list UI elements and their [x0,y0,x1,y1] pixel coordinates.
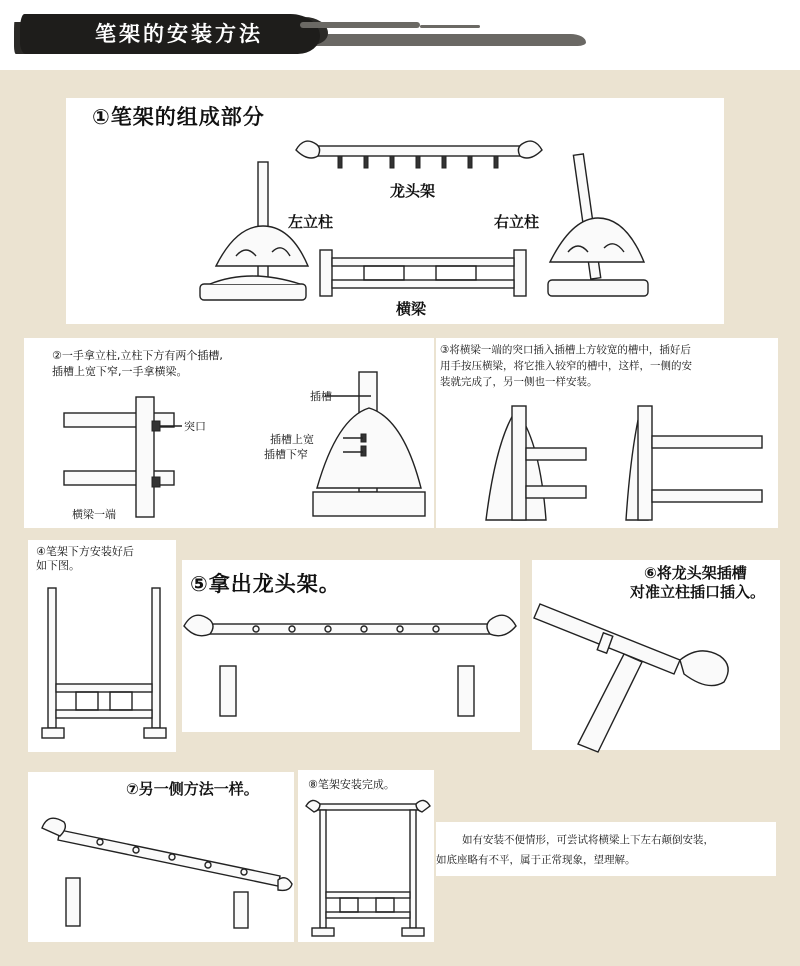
brush-streak [420,25,480,28]
step6-panel [532,560,780,750]
step2-panel [24,338,434,528]
step7-panel [28,772,294,942]
beam-end-illustration [64,393,204,523]
other-side-illustration [40,812,294,932]
label-left-post: 左立柱 [288,213,334,231]
base-assembled-illustration [42,584,172,744]
label-beam: 横梁 [396,300,427,318]
step5-panel [182,560,520,732]
step4-text-line2: 如下图。 [36,559,80,572]
label-right-post: 右立柱 [494,213,540,231]
step1-heading: ①笔架的组成部分 [92,105,265,129]
step2-text-line1: ②一手拿立柱,立柱下方有两个插槽, [52,349,223,362]
step6-text-line2: 对准立柱插口插入。 [630,583,766,601]
step1-panel [66,98,724,324]
step3-text-line2: 用手按压横梁，将它推入较窄的槽中，这样，一侧的安 [440,360,692,372]
right-post-illustration [546,150,656,315]
pressed-beam-illustration [624,400,764,526]
label-beam-end: 横梁一端 [72,508,116,521]
step3-text-line3: 装就完成了，另一侧也一样安装。 [440,376,598,388]
label-slot-upper: 插槽上宽 [270,433,314,446]
dragon-rack-with-posts-illustration [182,608,518,728]
left-post-illustration [196,156,306,316]
label-notch: 突口 [184,420,206,433]
step4-panel [28,540,176,752]
step7-heading: ⑦另一侧方法一样。 [126,780,259,798]
note-line1: 如有安装不便情形，可尝试将横梁上下左右颠倒安装， [462,834,714,846]
label-slot: 插槽 [310,390,332,403]
dragon-rack-illustration [294,136,544,176]
step4-text-line1: ④笔架下方安装好后 [36,545,134,558]
step2-text-line2: 插槽上宽下窄,一手拿横梁。 [52,365,188,378]
insert-rack-illustration [538,594,778,750]
header [0,0,800,70]
step8-panel [298,770,434,942]
note-panel [436,822,776,876]
step8-heading: ⑧笔架安装完成。 [308,778,395,791]
step6-text-line1: ⑥将龙头架插槽 [644,564,747,582]
page-title: 笔架的安装方法 [95,21,263,46]
step3-panel [436,338,778,528]
completed-rack-illustration [306,796,432,940]
insert-beam-illustration [476,400,596,526]
note-line2: 如底座略有不平，属于正常现象，望理解。 [436,854,636,866]
label-slot-lower: 插槽下窄 [264,448,308,461]
beam-illustration [316,246,531,301]
label-dragon-rack: 龙头架 [390,182,436,200]
brush-streak [300,22,420,28]
step5-heading: ⑤拿出龙头架。 [190,572,341,596]
step3-text-line1: ③将横梁一端的突口插入插槽上方较宽的槽中，插好后 [440,344,691,356]
